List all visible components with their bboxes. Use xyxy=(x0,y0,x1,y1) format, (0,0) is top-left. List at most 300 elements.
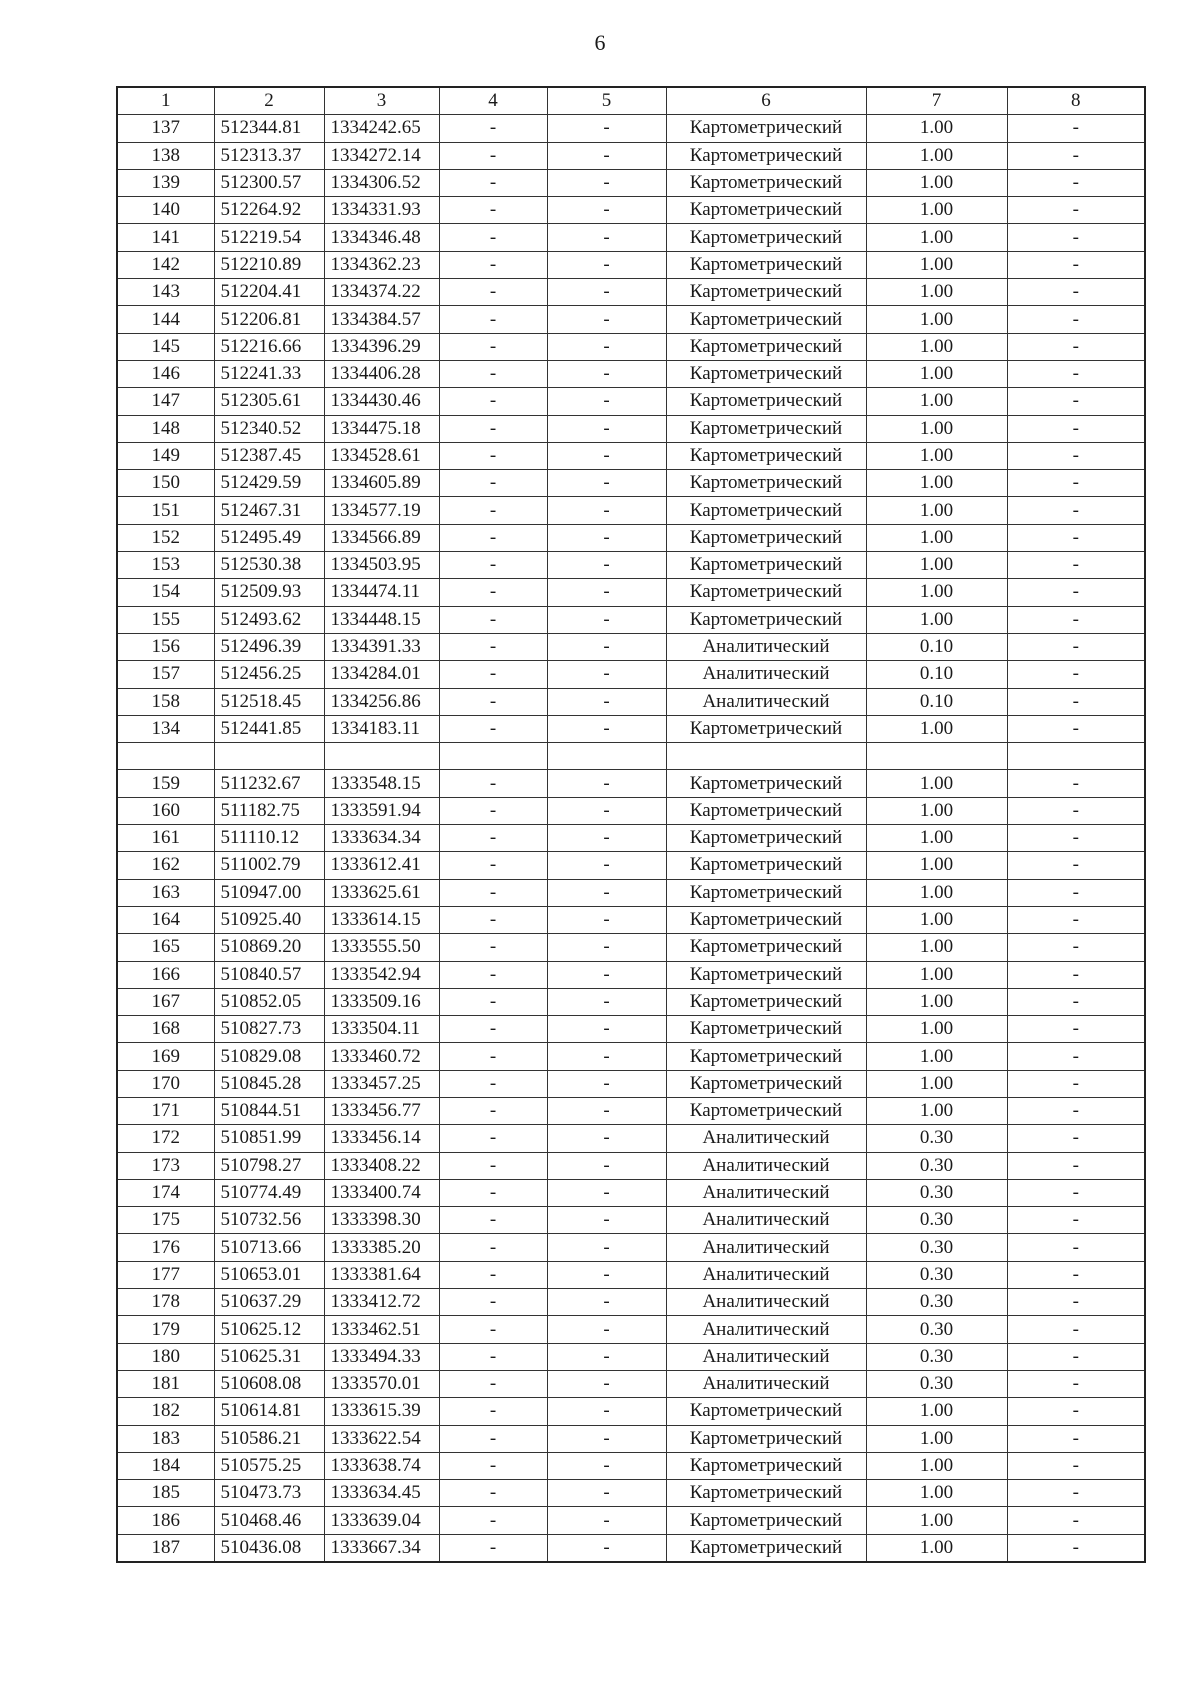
x-coordinate-cell: 512429.59 xyxy=(214,470,324,497)
y-coordinate-cell: 1333462.51 xyxy=(324,1316,439,1343)
col8-cell: - xyxy=(1007,715,1145,742)
y-coordinate-cell: 1334577.19 xyxy=(324,497,439,524)
y-coordinate-cell: 1334306.52 xyxy=(324,169,439,196)
col4-cell: - xyxy=(439,1043,547,1070)
table-row xyxy=(117,797,1145,824)
col4-cell: - xyxy=(439,306,547,333)
col5-cell: - xyxy=(547,224,666,251)
col4-cell: - xyxy=(439,934,547,961)
point-number-cell: 169 xyxy=(117,1043,214,1070)
col5-cell: - xyxy=(547,1207,666,1234)
table-row xyxy=(117,579,1145,606)
method-cell: Картометрический xyxy=(666,415,866,442)
col8-cell: - xyxy=(1007,1398,1145,1425)
x-coordinate-cell: 510852.05 xyxy=(214,988,324,1015)
col5-cell: - xyxy=(547,1370,666,1397)
accuracy-cell: 1.00 xyxy=(866,224,1007,251)
col4-cell: - xyxy=(439,1507,547,1534)
col8-cell: - xyxy=(1007,1179,1145,1206)
table-row xyxy=(117,1016,1145,1043)
method-cell: Картометрический xyxy=(666,388,866,415)
col8-cell: - xyxy=(1007,988,1145,1015)
point-number-cell: 152 xyxy=(117,524,214,551)
point-number-cell: 153 xyxy=(117,552,214,579)
x-coordinate-cell: 512219.54 xyxy=(214,224,324,251)
x-coordinate-cell: 510468.46 xyxy=(214,1507,324,1534)
point-number-cell: 164 xyxy=(117,906,214,933)
col4-cell: - xyxy=(439,1452,547,1479)
col8-cell: - xyxy=(1007,1289,1145,1316)
col8-cell: - xyxy=(1007,197,1145,224)
point-number-cell: 183 xyxy=(117,1425,214,1452)
col4-cell: - xyxy=(439,1207,547,1234)
col5-cell: - xyxy=(547,197,666,224)
accuracy-cell: 0.10 xyxy=(866,633,1007,660)
table-row xyxy=(117,1316,1145,1343)
y-coordinate-cell: 1333509.16 xyxy=(324,988,439,1015)
accuracy-cell: 1.00 xyxy=(866,552,1007,579)
header-cell-3: 3 xyxy=(324,87,439,115)
x-coordinate-cell: 512493.62 xyxy=(214,606,324,633)
table-row xyxy=(117,251,1145,278)
accuracy-cell: 0.10 xyxy=(866,661,1007,688)
header-cell-8: 8 xyxy=(1007,87,1145,115)
col8-cell xyxy=(1007,743,1145,770)
y-coordinate-cell: 1333615.39 xyxy=(324,1398,439,1425)
col4-cell: - xyxy=(439,1289,547,1316)
method-cell: Картометрический xyxy=(666,524,866,551)
accuracy-cell: 0.30 xyxy=(866,1370,1007,1397)
y-coordinate-cell: 1333634.34 xyxy=(324,825,439,852)
accuracy-cell: 1.00 xyxy=(866,197,1007,224)
method-cell: Картометрический xyxy=(666,224,866,251)
table-row xyxy=(117,1370,1145,1397)
point-number-cell: 180 xyxy=(117,1343,214,1370)
method-cell: Картометрический xyxy=(666,852,866,879)
method-cell: Картометрический xyxy=(666,825,866,852)
col8-cell: - xyxy=(1007,879,1145,906)
method-cell: Картометрический xyxy=(666,906,866,933)
method-cell: Картометрический xyxy=(666,306,866,333)
y-coordinate-cell: 1334605.89 xyxy=(324,470,439,497)
col4-cell: - xyxy=(439,279,547,306)
x-coordinate-cell: 510827.73 xyxy=(214,1016,324,1043)
y-coordinate-cell: 1333622.54 xyxy=(324,1425,439,1452)
col4-cell: - xyxy=(439,524,547,551)
y-coordinate-cell: 1334503.95 xyxy=(324,552,439,579)
col5-cell: - xyxy=(547,906,666,933)
col4-cell: - xyxy=(439,251,547,278)
y-coordinate-cell: 1333542.94 xyxy=(324,961,439,988)
col4-cell: - xyxy=(439,1316,547,1343)
method-cell: Картометрический xyxy=(666,715,866,742)
y-coordinate-cell: 1334528.61 xyxy=(324,442,439,469)
accuracy-cell: 0.30 xyxy=(866,1289,1007,1316)
point-number-cell: 151 xyxy=(117,497,214,524)
y-coordinate-cell: 1334374.22 xyxy=(324,279,439,306)
col4-cell: - xyxy=(439,388,547,415)
col4-cell: - xyxy=(439,1016,547,1043)
x-coordinate-cell: 510637.29 xyxy=(214,1289,324,1316)
accuracy-cell: 1.00 xyxy=(866,442,1007,469)
x-coordinate-cell: 510844.51 xyxy=(214,1097,324,1124)
header-cell-7: 7 xyxy=(866,87,1007,115)
accuracy-cell: 1.00 xyxy=(866,906,1007,933)
table-row xyxy=(117,115,1145,142)
point-number-cell: 186 xyxy=(117,1507,214,1534)
col5-cell: - xyxy=(547,797,666,824)
method-cell: Аналитический xyxy=(666,1179,866,1206)
table-row xyxy=(117,825,1145,852)
y-coordinate-cell: 1333494.33 xyxy=(324,1343,439,1370)
x-coordinate-cell: 510840.57 xyxy=(214,961,324,988)
col4-cell: - xyxy=(439,115,547,142)
col4-cell: - xyxy=(439,1234,547,1261)
col8-cell: - xyxy=(1007,770,1145,797)
col4-cell: - xyxy=(439,1370,547,1397)
header-cell-6: 6 xyxy=(666,87,866,115)
col8-cell: - xyxy=(1007,852,1145,879)
point-number-cell: 137 xyxy=(117,115,214,142)
method-cell: Картометрический xyxy=(666,197,866,224)
accuracy-cell xyxy=(866,743,1007,770)
header-row xyxy=(117,87,1145,115)
method-cell: Картометрический xyxy=(666,879,866,906)
accuracy-cell: 1.00 xyxy=(866,1398,1007,1425)
x-coordinate-cell: 510798.27 xyxy=(214,1152,324,1179)
x-coordinate-cell: 512344.81 xyxy=(214,115,324,142)
x-coordinate-cell: 510869.20 xyxy=(214,934,324,961)
accuracy-cell: 1.00 xyxy=(866,115,1007,142)
y-coordinate-cell: 1334362.23 xyxy=(324,251,439,278)
col5-cell: - xyxy=(547,360,666,387)
point-number-cell: 178 xyxy=(117,1289,214,1316)
col5-cell: - xyxy=(547,879,666,906)
col8-cell: - xyxy=(1007,1316,1145,1343)
point-number-cell: 148 xyxy=(117,415,214,442)
y-coordinate-cell: 1333612.41 xyxy=(324,852,439,879)
col8-cell: - xyxy=(1007,1234,1145,1261)
x-coordinate-cell: 510925.40 xyxy=(214,906,324,933)
col5-cell: - xyxy=(547,169,666,196)
x-coordinate-cell: 512305.61 xyxy=(214,388,324,415)
accuracy-cell: 1.00 xyxy=(866,251,1007,278)
y-coordinate-cell: 1334448.15 xyxy=(324,606,439,633)
point-number-cell: 168 xyxy=(117,1016,214,1043)
accuracy-cell: 1.00 xyxy=(866,1070,1007,1097)
col5-cell: - xyxy=(547,1507,666,1534)
point-number-cell: 182 xyxy=(117,1398,214,1425)
point-number-cell: 146 xyxy=(117,360,214,387)
col5-cell: - xyxy=(547,770,666,797)
col4-cell: - xyxy=(439,1097,547,1124)
method-cell: Картометрический xyxy=(666,142,866,169)
header-cell-5: 5 xyxy=(547,87,666,115)
table-row xyxy=(117,1452,1145,1479)
point-number-cell: 141 xyxy=(117,224,214,251)
col8-cell: - xyxy=(1007,142,1145,169)
col4-cell: - xyxy=(439,1152,547,1179)
table-row xyxy=(117,1261,1145,1288)
x-coordinate-cell xyxy=(214,743,324,770)
col4-cell: - xyxy=(439,661,547,688)
col5-cell: - xyxy=(547,1425,666,1452)
col5-cell: - xyxy=(547,1534,666,1562)
y-coordinate-cell: 1333400.74 xyxy=(324,1179,439,1206)
table-row xyxy=(117,961,1145,988)
col5-cell: - xyxy=(547,988,666,1015)
accuracy-cell: 0.30 xyxy=(866,1207,1007,1234)
x-coordinate-cell: 510473.73 xyxy=(214,1480,324,1507)
y-coordinate-cell xyxy=(324,743,439,770)
table-row xyxy=(117,1234,1145,1261)
y-coordinate-cell: 1333638.74 xyxy=(324,1452,439,1479)
table-row xyxy=(117,169,1145,196)
point-number-cell: 156 xyxy=(117,633,214,660)
col5-cell: - xyxy=(547,1261,666,1288)
x-coordinate-cell: 512264.92 xyxy=(214,197,324,224)
col5-cell: - xyxy=(547,1125,666,1152)
col5-cell: - xyxy=(547,1097,666,1124)
col5-cell: - xyxy=(547,442,666,469)
y-coordinate-cell: 1333385.20 xyxy=(324,1234,439,1261)
point-number-cell: 142 xyxy=(117,251,214,278)
table-row xyxy=(117,988,1145,1015)
accuracy-cell: 0.30 xyxy=(866,1125,1007,1152)
col8-cell: - xyxy=(1007,360,1145,387)
col8-cell: - xyxy=(1007,333,1145,360)
table-row xyxy=(117,360,1145,387)
col8-cell: - xyxy=(1007,1452,1145,1479)
col4-cell: - xyxy=(439,1125,547,1152)
method-cell: Картометрический xyxy=(666,115,866,142)
col8-cell: - xyxy=(1007,279,1145,306)
y-coordinate-cell: 1334384.57 xyxy=(324,306,439,333)
table-row xyxy=(117,197,1145,224)
accuracy-cell: 1.00 xyxy=(866,961,1007,988)
col8-cell: - xyxy=(1007,1261,1145,1288)
method-cell: Картометрический xyxy=(666,797,866,824)
coordinates-table xyxy=(116,86,1146,1563)
col8-cell: - xyxy=(1007,169,1145,196)
header-cell-1: 1 xyxy=(117,87,214,115)
col5-cell: - xyxy=(547,1179,666,1206)
col8-cell: - xyxy=(1007,251,1145,278)
method-cell: Картометрический xyxy=(666,333,866,360)
col8-cell: - xyxy=(1007,1070,1145,1097)
col4-cell: - xyxy=(439,770,547,797)
method-cell: Аналитический xyxy=(666,633,866,660)
col4-cell: - xyxy=(439,688,547,715)
accuracy-cell: 1.00 xyxy=(866,797,1007,824)
col4-cell xyxy=(439,743,547,770)
col5-cell: - xyxy=(547,142,666,169)
x-coordinate-cell: 512530.38 xyxy=(214,552,324,579)
table-row xyxy=(117,470,1145,497)
point-number-cell: 184 xyxy=(117,1452,214,1479)
col5-cell: - xyxy=(547,1070,666,1097)
method-cell: Картометрический xyxy=(666,934,866,961)
y-coordinate-cell: 1334566.89 xyxy=(324,524,439,551)
table-row xyxy=(117,1125,1145,1152)
col5-cell: - xyxy=(547,715,666,742)
y-coordinate-cell: 1333408.22 xyxy=(324,1152,439,1179)
col8-cell: - xyxy=(1007,524,1145,551)
table-row xyxy=(117,142,1145,169)
point-number-cell: 181 xyxy=(117,1370,214,1397)
x-coordinate-cell: 512441.85 xyxy=(214,715,324,742)
col5-cell: - xyxy=(547,633,666,660)
col8-cell: - xyxy=(1007,224,1145,251)
y-coordinate-cell: 1333412.72 xyxy=(324,1289,439,1316)
x-coordinate-cell: 512241.33 xyxy=(214,360,324,387)
table-row xyxy=(117,1480,1145,1507)
x-coordinate-cell: 510829.08 xyxy=(214,1043,324,1070)
x-coordinate-cell: 511182.75 xyxy=(214,797,324,824)
col4-cell: - xyxy=(439,169,547,196)
x-coordinate-cell: 511232.67 xyxy=(214,770,324,797)
point-number-cell: 158 xyxy=(117,688,214,715)
col4-cell: - xyxy=(439,1534,547,1562)
y-coordinate-cell: 1334474.11 xyxy=(324,579,439,606)
y-coordinate-cell: 1334272.14 xyxy=(324,142,439,169)
col5-cell: - xyxy=(547,1452,666,1479)
col5-cell: - xyxy=(547,661,666,688)
table-row xyxy=(117,934,1145,961)
col4-cell: - xyxy=(439,360,547,387)
x-coordinate-cell: 512340.52 xyxy=(214,415,324,442)
table-row xyxy=(117,770,1145,797)
col8-cell: - xyxy=(1007,306,1145,333)
method-cell: Аналитический xyxy=(666,1152,866,1179)
table-row xyxy=(117,224,1145,251)
x-coordinate-cell: 510713.66 xyxy=(214,1234,324,1261)
x-coordinate-cell: 512313.37 xyxy=(214,142,324,169)
y-coordinate-cell: 1333634.45 xyxy=(324,1480,439,1507)
y-coordinate-cell: 1333398.30 xyxy=(324,1207,439,1234)
col8-cell: - xyxy=(1007,1370,1145,1397)
col4-cell: - xyxy=(439,715,547,742)
col8-cell: - xyxy=(1007,1097,1145,1124)
point-number-cell: 149 xyxy=(117,442,214,469)
col4-cell: - xyxy=(439,797,547,824)
accuracy-cell: 0.30 xyxy=(866,1234,1007,1261)
y-coordinate-cell: 1334396.29 xyxy=(324,333,439,360)
col8-cell: - xyxy=(1007,1207,1145,1234)
y-coordinate-cell: 1334406.28 xyxy=(324,360,439,387)
col8-cell: - xyxy=(1007,825,1145,852)
accuracy-cell: 0.30 xyxy=(866,1179,1007,1206)
col4-cell: - xyxy=(439,552,547,579)
y-coordinate-cell: 1333625.61 xyxy=(324,879,439,906)
accuracy-cell: 1.00 xyxy=(866,415,1007,442)
accuracy-cell: 1.00 xyxy=(866,879,1007,906)
table-row xyxy=(117,1507,1145,1534)
x-coordinate-cell: 510845.28 xyxy=(214,1070,324,1097)
accuracy-cell: 0.30 xyxy=(866,1316,1007,1343)
col4-cell: - xyxy=(439,606,547,633)
table-row xyxy=(117,606,1145,633)
table-row xyxy=(117,879,1145,906)
y-coordinate-cell: 1333456.14 xyxy=(324,1125,439,1152)
method-cell: Картометрический xyxy=(666,1480,866,1507)
col5-cell: - xyxy=(547,497,666,524)
point-number-cell: 166 xyxy=(117,961,214,988)
col4-cell: - xyxy=(439,1179,547,1206)
y-coordinate-cell: 1333570.01 xyxy=(324,1370,439,1397)
col5-cell: - xyxy=(547,552,666,579)
method-cell: Картометрический xyxy=(666,988,866,1015)
x-coordinate-cell: 510653.01 xyxy=(214,1261,324,1288)
col4-cell: - xyxy=(439,852,547,879)
accuracy-cell: 1.00 xyxy=(866,524,1007,551)
accuracy-cell: 1.00 xyxy=(866,279,1007,306)
col4-cell: - xyxy=(439,1343,547,1370)
table-row xyxy=(117,552,1145,579)
table-row xyxy=(117,1097,1145,1124)
table-row xyxy=(117,1070,1145,1097)
col8-cell: - xyxy=(1007,415,1145,442)
x-coordinate-cell: 510625.31 xyxy=(214,1343,324,1370)
col5-cell: - xyxy=(547,279,666,306)
y-coordinate-cell: 1334331.93 xyxy=(324,197,439,224)
table-row xyxy=(117,1398,1145,1425)
accuracy-cell: 1.00 xyxy=(866,934,1007,961)
point-number-cell: 171 xyxy=(117,1097,214,1124)
col4-cell: - xyxy=(439,497,547,524)
col4-cell: - xyxy=(439,333,547,360)
method-cell: Аналитический xyxy=(666,1316,866,1343)
point-number-cell: 187 xyxy=(117,1534,214,1562)
col5-cell: - xyxy=(547,1316,666,1343)
accuracy-cell: 1.00 xyxy=(866,169,1007,196)
point-number-cell: 162 xyxy=(117,852,214,879)
col4-cell: - xyxy=(439,579,547,606)
point-number-cell: 175 xyxy=(117,1207,214,1234)
accuracy-cell: 1.00 xyxy=(866,388,1007,415)
col5-cell: - xyxy=(547,115,666,142)
y-coordinate-cell: 1334284.01 xyxy=(324,661,439,688)
y-coordinate-cell: 1333639.04 xyxy=(324,1507,439,1534)
table-row xyxy=(117,333,1145,360)
col4-cell: - xyxy=(439,442,547,469)
point-number-cell: 138 xyxy=(117,142,214,169)
col8-cell: - xyxy=(1007,470,1145,497)
point-number-cell: 144 xyxy=(117,306,214,333)
accuracy-cell: 0.10 xyxy=(866,688,1007,715)
x-coordinate-cell: 512387.45 xyxy=(214,442,324,469)
col5-cell: - xyxy=(547,852,666,879)
x-coordinate-cell: 510625.12 xyxy=(214,1316,324,1343)
y-coordinate-cell: 1333548.15 xyxy=(324,770,439,797)
col5-cell: - xyxy=(547,825,666,852)
col4-cell: - xyxy=(439,1070,547,1097)
col8-cell: - xyxy=(1007,1480,1145,1507)
accuracy-cell: 1.00 xyxy=(866,1452,1007,1479)
method-cell: Аналитический xyxy=(666,1261,866,1288)
table-row xyxy=(117,415,1145,442)
y-coordinate-cell: 1333667.34 xyxy=(324,1534,439,1562)
col5-cell: - xyxy=(547,1289,666,1316)
col8-cell: - xyxy=(1007,633,1145,660)
table-row xyxy=(117,1207,1145,1234)
x-coordinate-cell: 512216.66 xyxy=(214,333,324,360)
x-coordinate-cell: 510586.21 xyxy=(214,1425,324,1452)
x-coordinate-cell: 511110.12 xyxy=(214,825,324,852)
point-number-cell: 159 xyxy=(117,770,214,797)
table-body xyxy=(117,115,1145,1562)
point-number-cell: 143 xyxy=(117,279,214,306)
